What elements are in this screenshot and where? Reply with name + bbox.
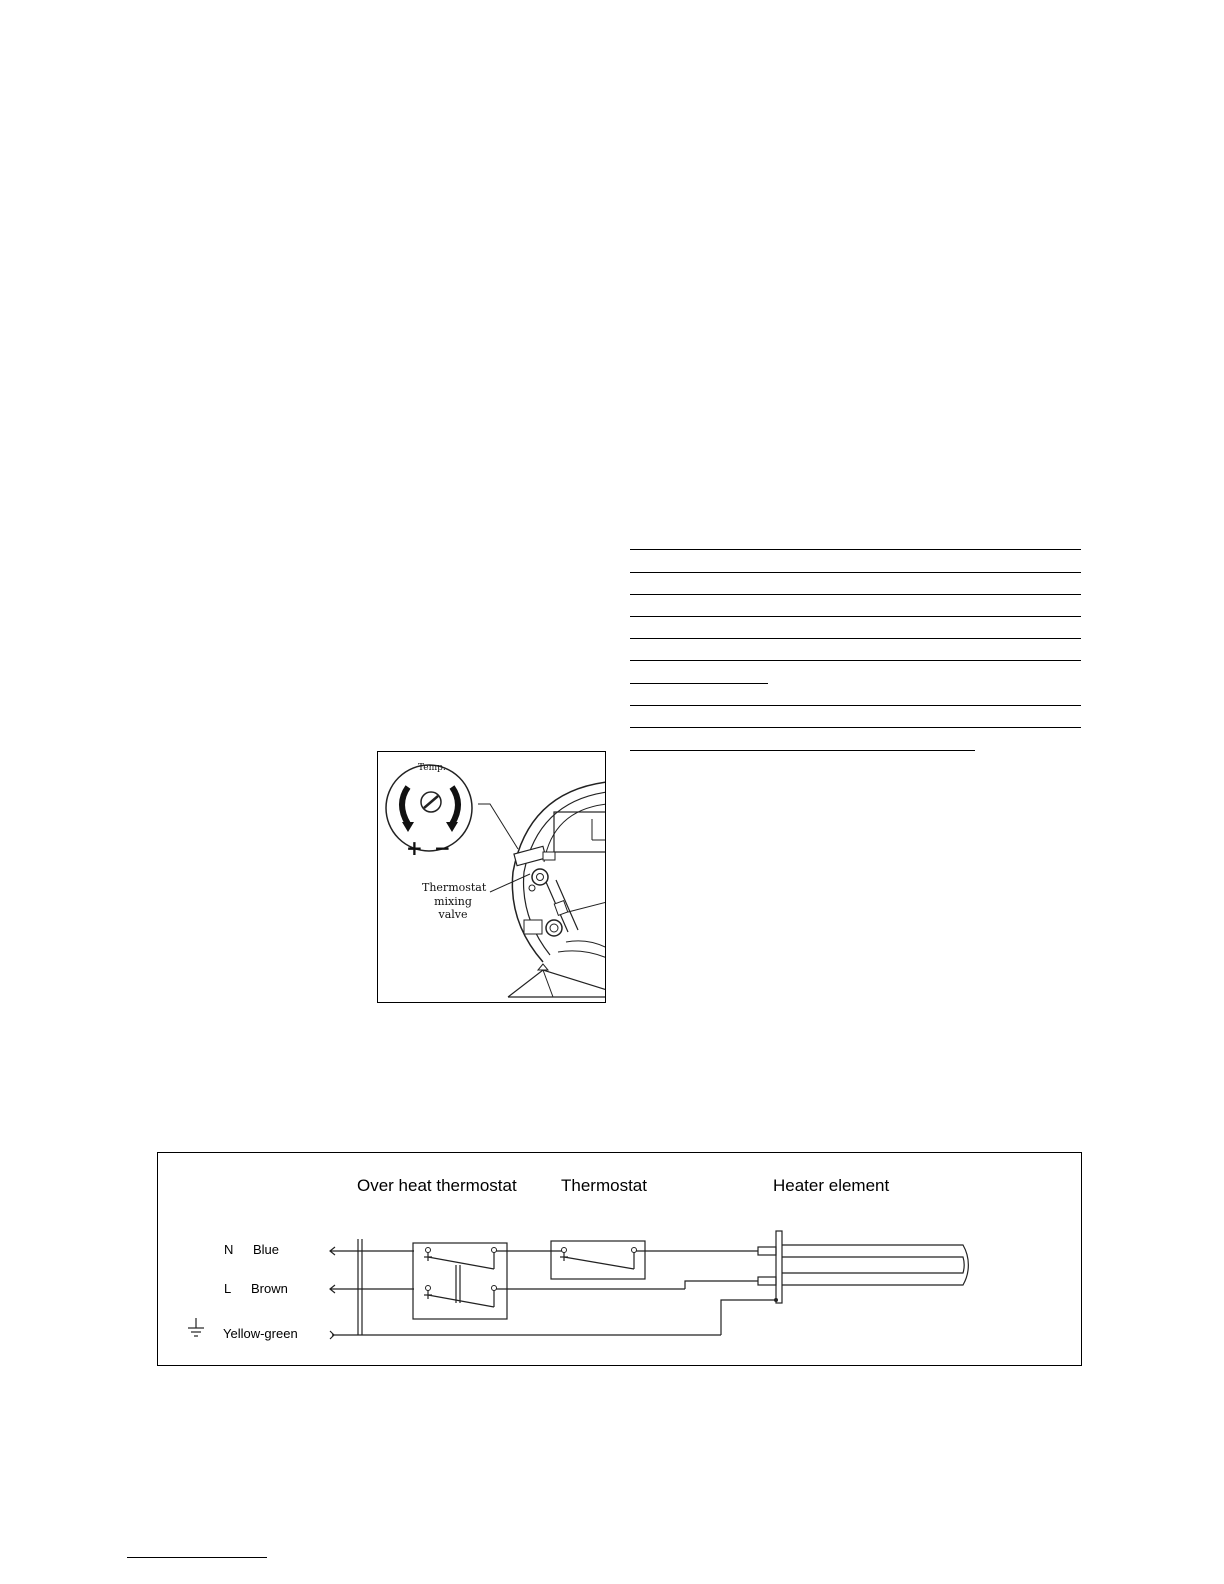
- thermostat-figure: [377, 751, 606, 1003]
- dial-label: Temp.: [418, 763, 446, 773]
- heater-illustration: [378, 752, 606, 1003]
- wiring-diagram: [157, 1152, 1082, 1366]
- form-line: [630, 549, 1081, 550]
- label-earth-color: Yellow-green: [223, 1326, 298, 1341]
- label-live-code: L: [224, 1281, 232, 1296]
- minus-symbol: −: [434, 836, 451, 860]
- form-line: [630, 705, 1081, 706]
- form-line: [630, 660, 1081, 661]
- callout-mixing-valve: mixing valve: [434, 895, 472, 921]
- earth-icon: [188, 1315, 206, 1337]
- form-line: [630, 638, 1081, 639]
- label-neutral-code: N: [224, 1242, 234, 1257]
- form-line: [630, 594, 1081, 595]
- form-line: [630, 750, 975, 751]
- label-heater-element: Heater element: [773, 1176, 890, 1195]
- label-over-heat-thermostat: Over heat thermostat: [357, 1176, 517, 1195]
- label-live-color: Brown: [251, 1281, 288, 1296]
- callout-thermostat: Thermostat: [422, 881, 487, 894]
- label-neutral-color: Blue: [253, 1242, 280, 1257]
- form-line: [630, 616, 1081, 617]
- label-thermostat: Thermostat: [561, 1176, 647, 1195]
- footnote-separator: [127, 1557, 267, 1558]
- form-line: [630, 727, 1081, 728]
- plus-symbol: +: [406, 836, 423, 860]
- form-line: [630, 572, 1081, 573]
- form-line: [630, 683, 768, 684]
